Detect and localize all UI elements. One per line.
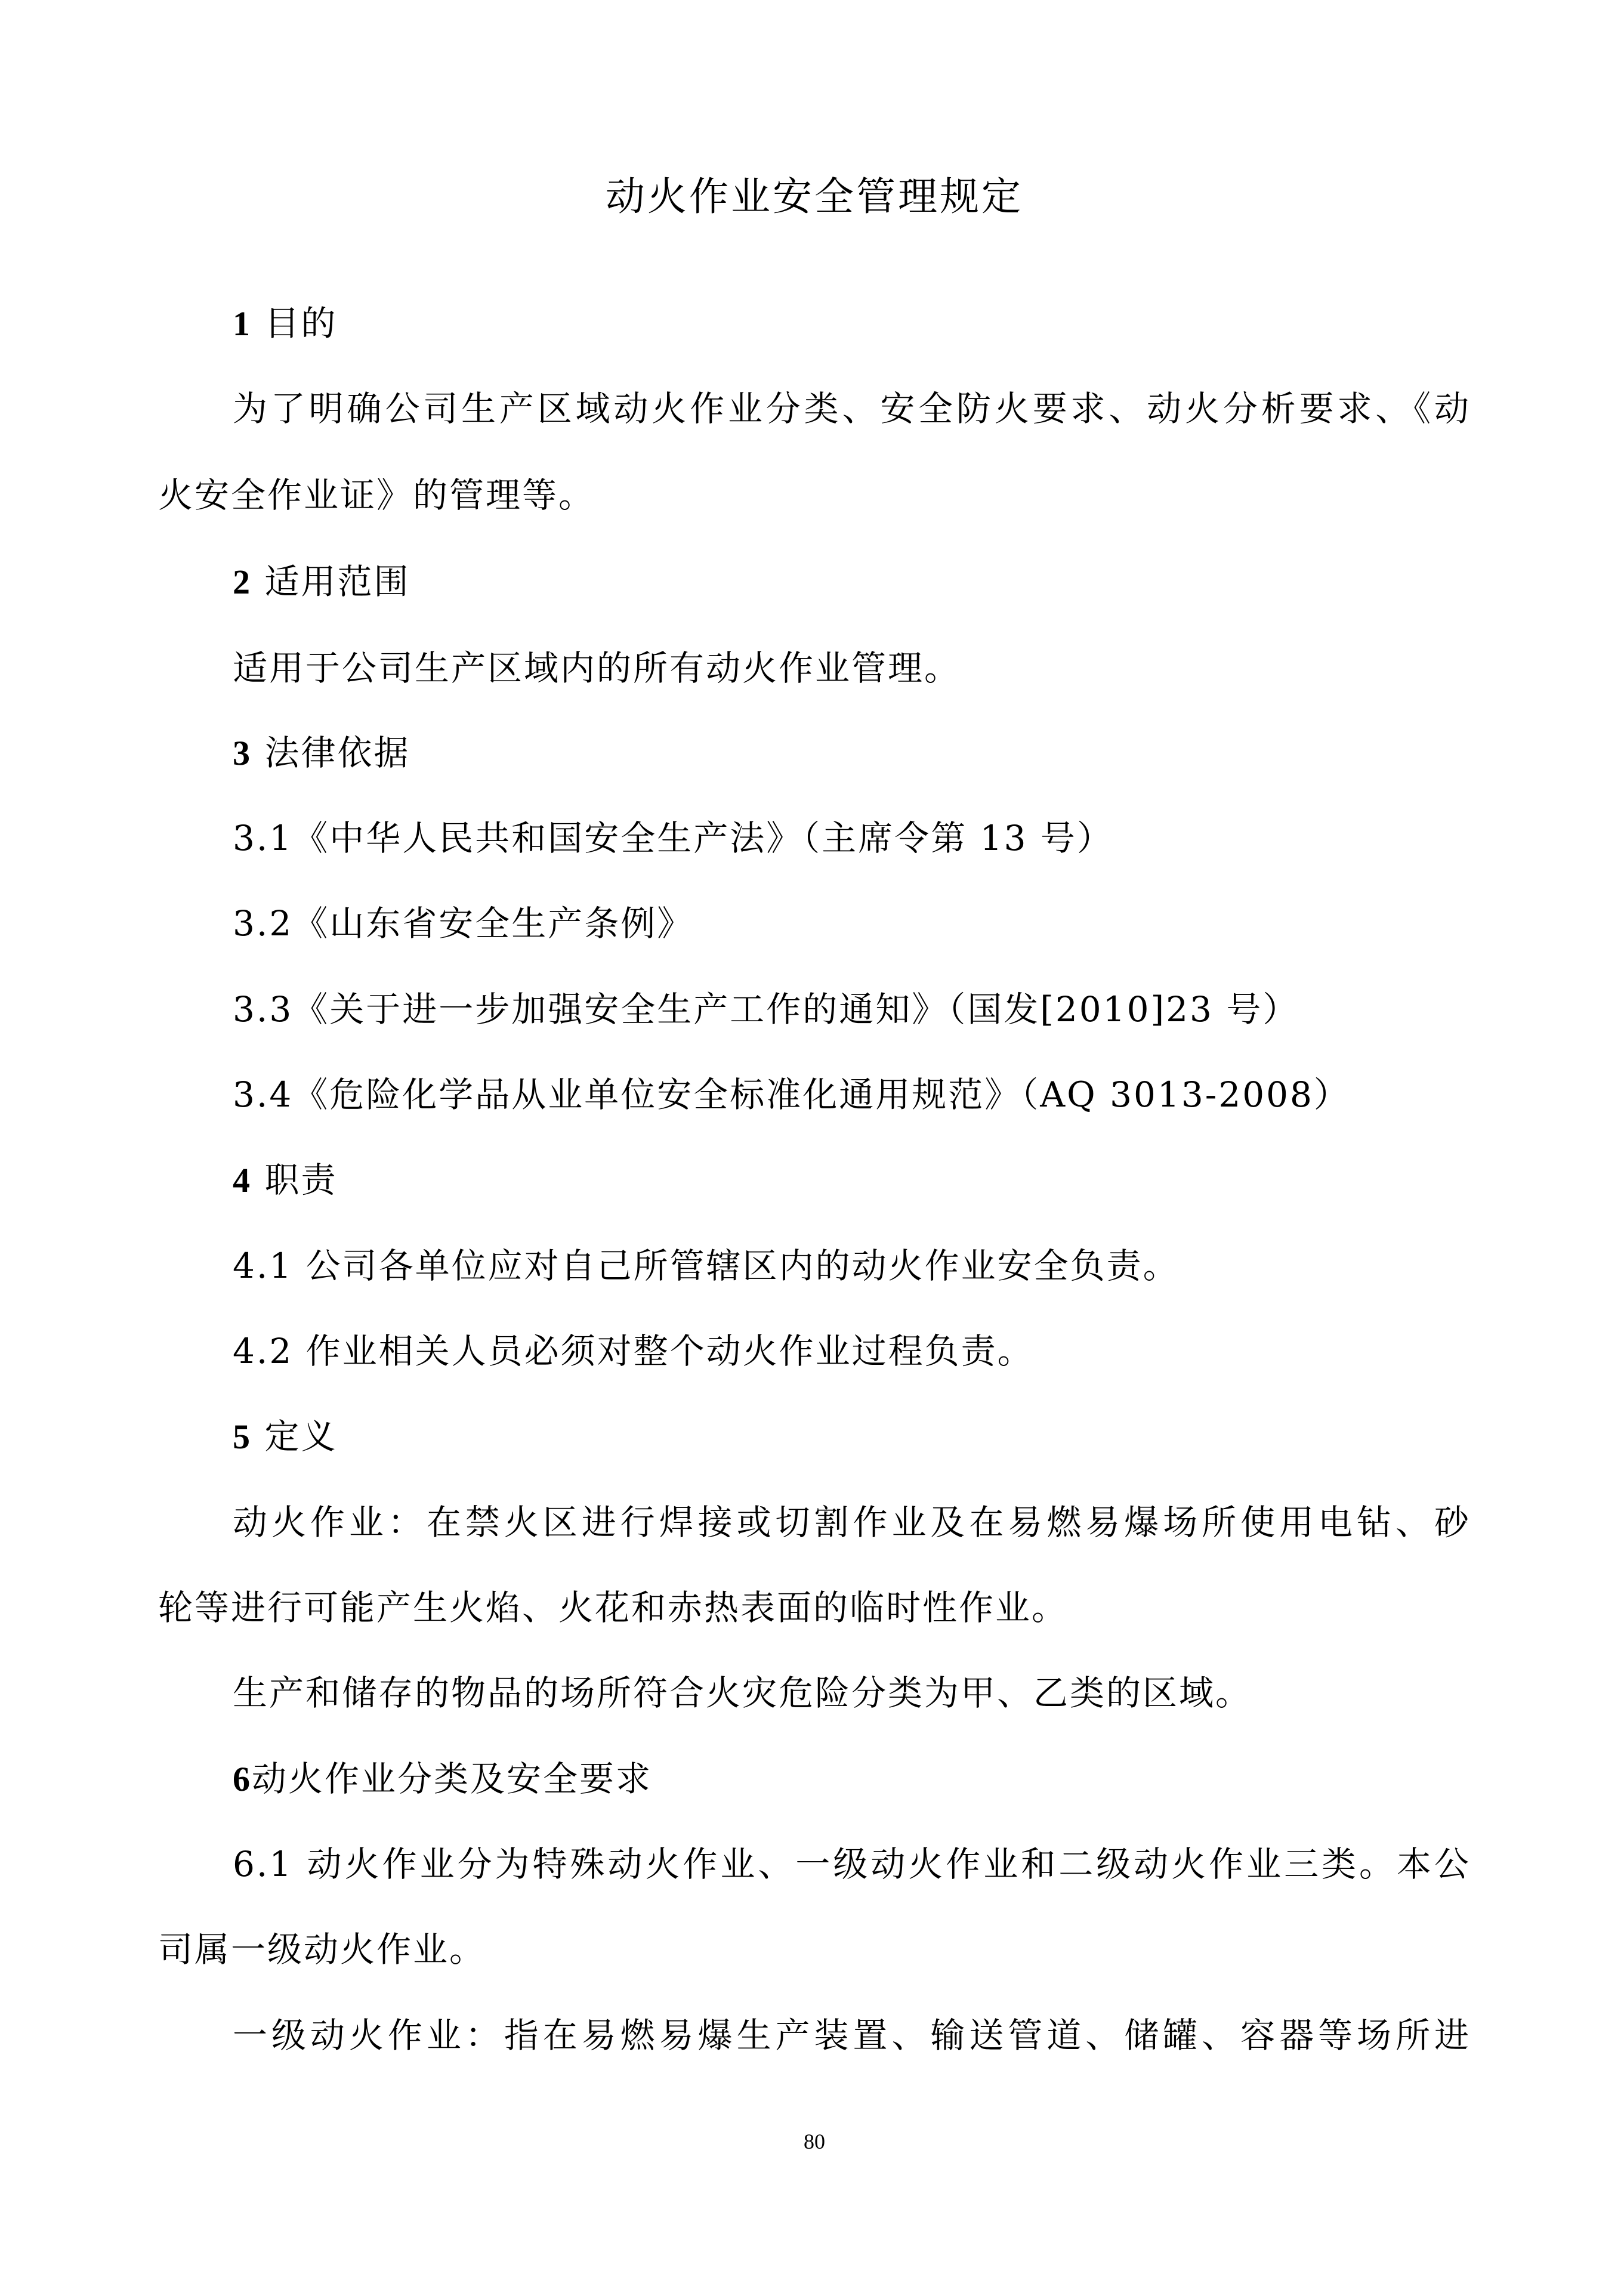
list-item: 3.1《中华人民共和国安全生产法》（主席令第 13 号）: [233, 818, 1113, 858]
list-item: 4.2 作业相关人员必须对整个动火作业过程负责。: [233, 1331, 1034, 1371]
section-title: 动火作业分类及安全要求: [252, 1759, 653, 1799]
list-item: 6.1 动火作业分为特殊动火作业、一级动火作业和二级动火作业三类。本公: [233, 1844, 1471, 1884]
list-item: 4.1 公司各单位应对自己所管辖区内的动火作业安全负责。: [233, 1246, 1180, 1286]
section-heading-classification: [233, 1755, 1471, 1803]
document-title: 动火作业安全管理规定: [606, 174, 1023, 220]
section-title: 目的: [264, 303, 338, 344]
section-number: 5: [233, 1417, 252, 1456]
section-title: 定义: [264, 1416, 338, 1457]
section-number: 1: [233, 304, 252, 343]
paragraph-line: 为了明确公司生产区域动火作业分类、安全防火要求、动火分析要求、《动: [233, 388, 1471, 429]
section-title: 职责: [264, 1160, 338, 1200]
paragraph-line: 司属一级动火作业。: [158, 1929, 486, 1970]
page-number: 80: [804, 2130, 825, 2153]
section-title: 适用范围: [264, 561, 410, 602]
list-item: 3.3《关于进一步加强安全生产工作的通知》（国发[2010]23 号）: [233, 989, 1299, 1030]
list-item: 3.2《山东省安全生产条例》: [233, 903, 694, 944]
section-number: 6: [233, 1760, 252, 1799]
section-heading-scope: [233, 558, 1471, 606]
section-heading-purpose: [233, 299, 1471, 348]
paragraph-line: 火安全作业证》的管理等。: [158, 475, 595, 515]
list-item: 3.4《危险化学品从业单位安全标准化通用规范》（AQ 3013-2008）: [233, 1074, 1350, 1115]
section-number: 4: [233, 1161, 252, 1200]
section-heading-responsibilities: [233, 1156, 1471, 1204]
section-heading-definitions: [233, 1413, 1471, 1461]
section-number: 2: [233, 563, 252, 601]
document-page: [158, 0, 1471, 2296]
section-number: 3: [233, 734, 252, 772]
paragraph-line: 适用于公司生产区域内的所有动火作业管理。: [233, 648, 961, 688]
section-title: 法律依据: [264, 733, 410, 773]
paragraph-line: 轮等进行可能产生火焰、火花和赤热表面的临时性作业。: [158, 1587, 1069, 1628]
paragraph-line: 一级动火作业：指在易燃易爆生产装置、输送管道、储罐、容器等场所进: [233, 2015, 1471, 2056]
section-heading-legal-basis: [233, 729, 1471, 777]
paragraph-line: 生产和储存的物品的场所符合火灾危险分类为甲、乙类的区域。: [233, 1673, 1252, 1713]
paragraph-line: 动火作业：在禁火区进行焊接或切割作业及在易燃易爆场所使用电钻、砂: [233, 1502, 1471, 1543]
